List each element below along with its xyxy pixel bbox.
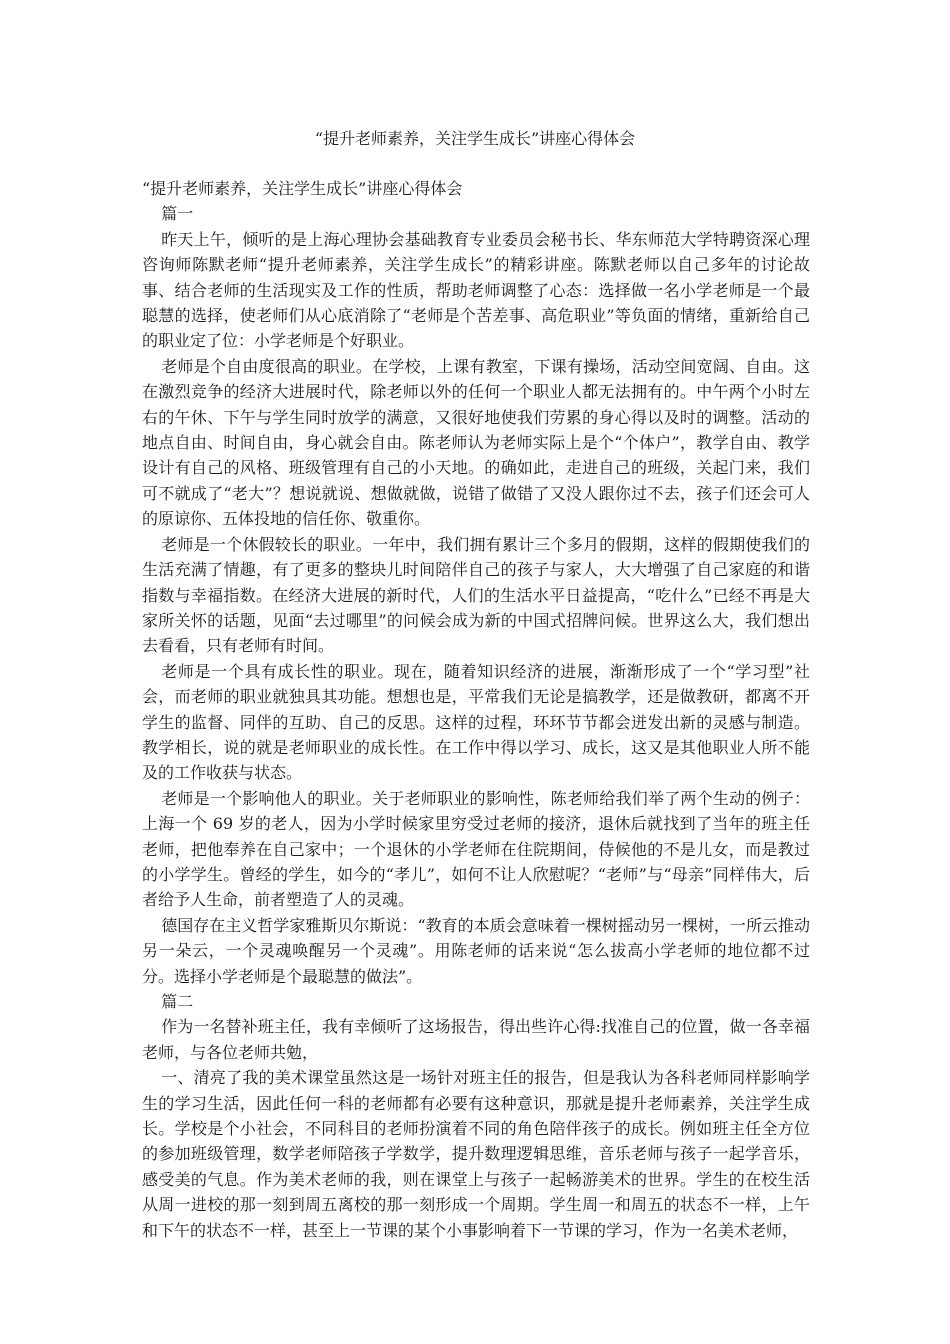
paragraph: 一、清亮了我的美术课堂虽然这是一场针对班主任的报告，但是我认为各科老师同样影响学生的学习生活，因此任何一科的老师都有必要有这种意识，那就是提升老师素养，关注学生成长。学校是个小社会，不同科目的老师扮演着不同的角色陪伴孩子的成长。例如班主任全方位的参加班级管理，数学老师陪孩子学数学，提升数理逻辑思维，音乐老师与孩子一起学音乐，感受美的气息。作为美术老师的我，则在课堂上与孩子一起畅游美术的世界。学生的在校生活从周一进校的那一刻到周五离校的那一刻形成一个周期。学生周一和周五的状态不一样，上午和下午的状态不一样，甚至上一节课的某个小事影响着下一节课的学习，作为一名美术老师， [142,1068,810,1240]
paragraph: 老师是一个具有成长性的职业。现在，随着知识经济的进展，渐渐形成了一个“学习型”社会，而老师的职业就独具其功能。想想也是，平常我们无论是搞教学，还是做教研，都离不开学生的监督、同伴的互助、自己的反思。这样的过程，环环节节都会迸发出新的灵感与制造。教学相长，说的就是老师职业的成长性。在工作中得以学习、成长，这又是其他职业人所不能及的工作收获与状态。 [142,661,810,783]
document-body [142,176,810,1243]
section-label-1: 篇一 [161,204,194,224]
paragraph: 老师是个自由度很高的职业。在学校，上课有教室，下课有操场，活动空间宽阔、自由。这在激烈竞争的经济大进展时代，除老师以外的任何一个职业人都无法拥有的。中午两个小时左右的午休、下午与学生同时放学的满意，又很好地使我们劳累的身心得以及时的调整。活动的地点自由、时间自由，身心就会自由。陈老师认为老师实际上是个“个体户”，教学自由、教学设计有自己的风格、班级管理有自己的小天地。的确如此，走进自己的班级，关起门来，我们可不就成了“老大”？想说就说、想做就做，说错了做错了又没人跟你过不去，孩子们还会可人的原谅你、五体投地的信任你、敬重你。 [142,356,810,529]
document-title: “提升老师素养，关注学生成长”讲座心得体会 [314,129,636,148]
document-subtitle: “提升老师素养，关注学生成长”讲座心得体会 [142,179,463,198]
paragraph: 作为一名替补班主任，我有幸倾听了这场报告，得出些许心得:找准自己的位置，做一各幸福老师，与各位老师共勉， [142,1017,810,1062]
paragraph: 老师是一个影响他人的职业。关于老师职业的影响性，陈老师给我们举了两个生动的例子：上海一个 69 岁的老人，因为小学时候家里穷受过老师的接济，退休后就找到了当年的班主任老师，把他奉养在自己家中；一个退休的小学老师在住院期间，侍候他的不是儿女，而是教过的小学学生。曾经的学生，如今的“孝儿”，如何不让人欣慰呢？“老师”与“母亲”同样伟大，后者给予人生命，前者塑造了人的灵魂。 [142,788,810,910]
paragraph: 昨天上午，倾听的是上海心理协会基础教育专业委员会秘书长、华东师范大学特聘资深心理咨询师陈默老师“提升老师素养，关注学生成长”的精彩讲座。陈默老师以自己多年的讨论故事、结合老师的生活现实及工作的性质，帮助老师调整了心态：选择做一名小学老师是一个最聪慧的选择，使老师们从心底消除了“老师是个苦差事、高危职业”等负面的情绪，重新给自己的职业定了位：小学老师是个好职业。 [142,229,810,351]
paragraph: 德国存在主义哲学家雅斯贝尔斯说：“教育的本质会意味着一棵树摇动另一棵树，一所云推动另一朵云，一个灵魂唤醒另一个灵魂”。用陈老师的话来说“怎么拔高小学老师的地位都不过分。选择小学老师是个最聪慧的做法”。 [142,915,810,986]
section-label-2: 篇二 [161,992,194,1011]
paragraph: 老师是一个休假较长的职业。一年中，我们拥有累计三个多月的假期，这样的假期使我们的生活充满了情趣，有了更多的整块儿时间陪伴自己的孩子与家人，大大增强了自己家庭的和谐指数与幸福指数。在经济大进展的新时代，人们的生活水平日益提高，“吃什么”已经不再是大家所关怀的话题，见面“去过哪里”的问候会成为新的中国式招牌问候。世界这么大，我们想出去看看，只有老师有时间。 [142,534,810,656]
